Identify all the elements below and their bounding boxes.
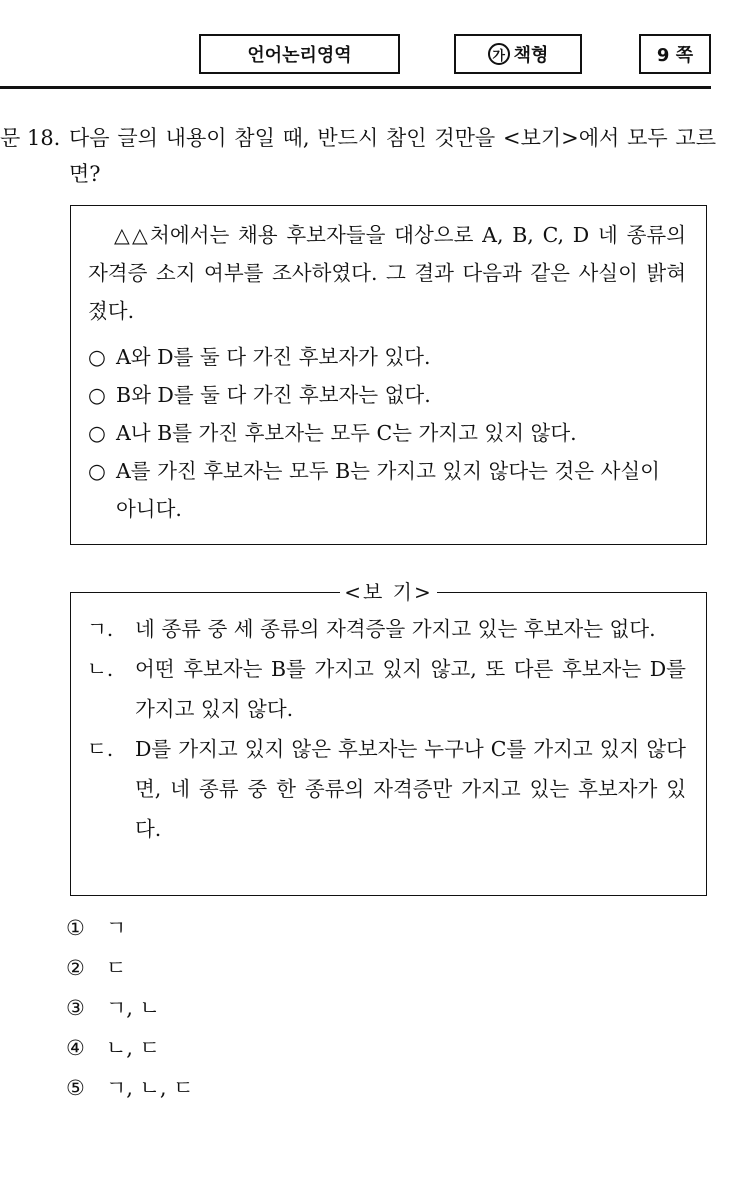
- choice-number: ②: [66, 956, 85, 980]
- passage-intro: △△처에서는 채용 후보자들을 대상으로 A, B, C, D 네 종류의 자격증 소지 여부를 조사하였다. 그 결과 다음과 같은 사실이 밝혀졌다.: [88, 223, 686, 323]
- question-text: 다음 글의 내용이 참일 때, 반드시 참인 것만을 <보기>에서 모두 고르면?: [69, 126, 716, 186]
- choice-option-4[interactable]: [66, 1028, 194, 1068]
- fact-text: A나 B를 가진 후보자는 모두 C는 가지고 있지 않다.: [116, 421, 577, 445]
- page-number: [639, 34, 711, 74]
- bogi-item: [87, 729, 686, 849]
- choice-option-3[interactable]: [66, 988, 194, 1028]
- subject-title: [199, 34, 400, 74]
- booklet-type-mark: 가: [488, 43, 510, 65]
- fact-item: [88, 376, 686, 414]
- choice-text: ㄷ: [106, 956, 127, 980]
- fact-text: A와 D를 둘 다 가진 후보자가 있다.: [116, 345, 431, 369]
- choice-text: ㄱ, ㄴ, ㄷ: [106, 1076, 194, 1100]
- bogi-item-label: ㄷ.: [87, 737, 114, 761]
- bogi-item-label: ㄱ.: [87, 617, 114, 641]
- choice-number: ④: [66, 1036, 85, 1060]
- subject-label: 언어논리영역: [247, 45, 352, 66]
- bogi-item-text: 어떤 후보자는 B를 가지고 있지 않고, 또 다른 후보자는 D를 가지고 있지 않다.: [135, 657, 686, 721]
- bogi-item: [87, 649, 686, 729]
- booklet-type: [454, 34, 582, 74]
- choice-option-5[interactable]: [66, 1068, 194, 1108]
- choice-number: ⑤: [66, 1076, 85, 1100]
- passage-box: [70, 205, 707, 545]
- answer-choices: [66, 908, 194, 1108]
- bogi-item-text: D를 가지고 있지 않은 후보자는 누구나 C를 가지고 있지 않다면, 네 종류 중 한 종류의 자격증만 가지고 있는 후보자가 있다.: [135, 737, 686, 841]
- bogi-title-label: <보 기>: [340, 580, 437, 604]
- bogi-box: [70, 580, 707, 896]
- choice-option-1[interactable]: [66, 908, 194, 948]
- bullet-icon: ○: [88, 383, 106, 407]
- bogi-item: [87, 609, 686, 649]
- fact-text: B와 D를 둘 다 가진 후보자는 없다.: [116, 383, 431, 407]
- choice-text: ㄱ, ㄴ: [106, 996, 160, 1020]
- choice-option-2[interactable]: [66, 948, 194, 988]
- fact-item: [88, 414, 686, 452]
- booklet-type-label: 책형: [513, 45, 549, 66]
- bullet-icon: ○: [88, 345, 106, 369]
- header-divider: [0, 86, 711, 89]
- choice-number: ①: [66, 916, 85, 940]
- choice-text: ㄱ: [106, 916, 127, 940]
- bullet-icon: ○: [88, 421, 106, 445]
- fact-text: A를 가진 후보자는 모두 B는 가지고 있지 않다는 것은 사실이 아니다.: [116, 459, 660, 521]
- choice-text: ㄴ, ㄷ: [106, 1036, 160, 1060]
- page-number-label: 9 쪽: [656, 45, 694, 66]
- bogi-item-label: ㄴ.: [87, 657, 114, 681]
- bogi-item-text: 네 종류 중 세 종류의 자격증을 가지고 있는 후보자는 없다.: [135, 617, 656, 641]
- fact-item: [88, 338, 686, 376]
- question-number: 문 18.: [0, 126, 61, 150]
- bogi-title: [71, 577, 706, 607]
- question: [0, 120, 716, 192]
- bullet-icon: ○: [88, 459, 106, 483]
- fact-item: [88, 452, 686, 528]
- choice-number: ③: [66, 996, 85, 1020]
